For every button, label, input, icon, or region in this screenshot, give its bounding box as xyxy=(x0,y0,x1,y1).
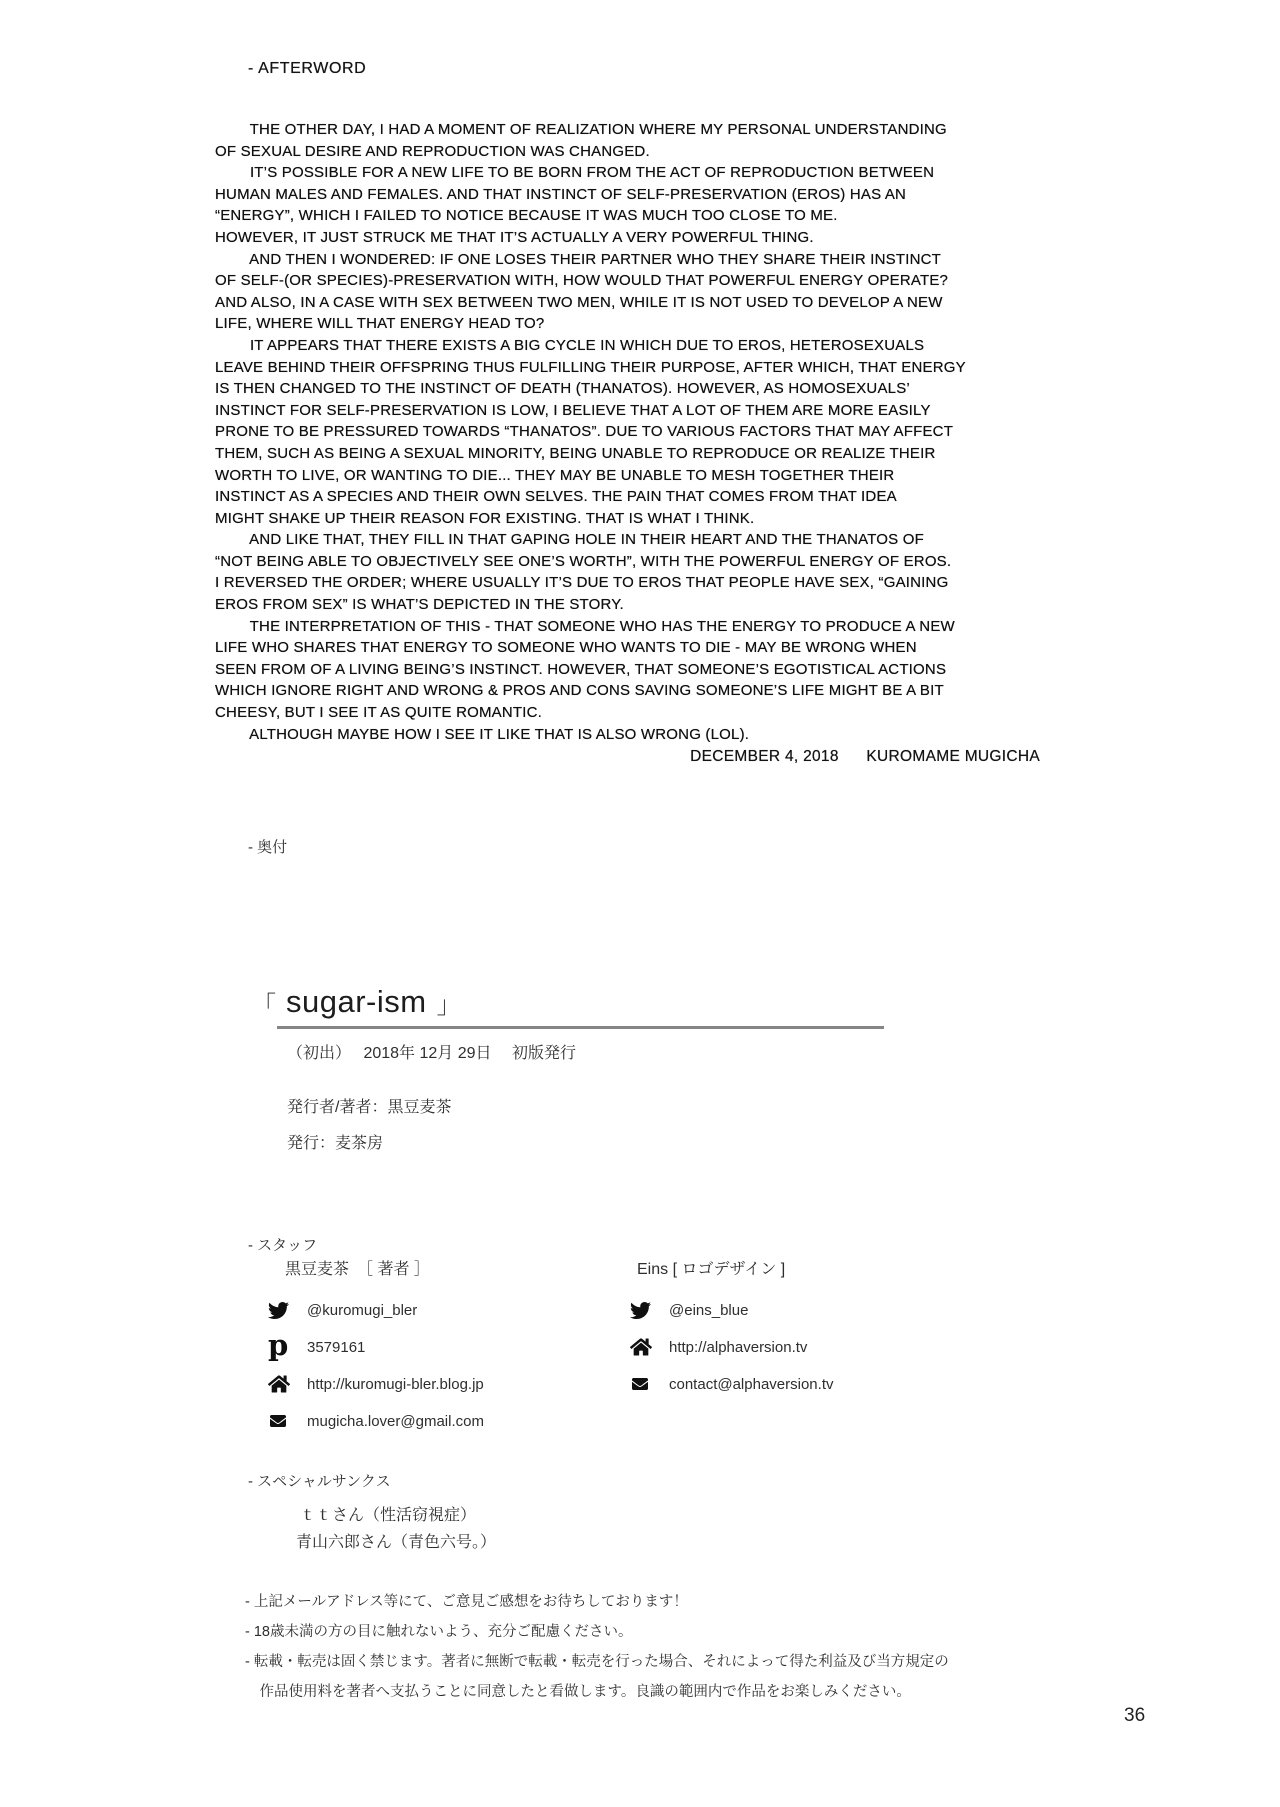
title-close-bracket: 」 xyxy=(436,991,461,1019)
afterword-line: IT APPEARS THAT THERE EXISTS A BIG CYCLE IN WHICH DUE TO EROS, HETEROSEXUALS xyxy=(215,336,925,354)
afterword-line: CHEESY, BUT I SEE IT AS QUITE ROMANTIC. xyxy=(215,704,543,722)
home-icon xyxy=(630,1337,656,1357)
special-thanks-heading: - スペシャルサンクス xyxy=(248,1473,391,1490)
afterword-line: MIGHT SHAKE UP THEIR REASON FOR EXISTING. THAT IS WHAT I THINK. xyxy=(215,509,755,527)
author-pixiv-id: 3579161 xyxy=(307,1338,366,1356)
note-line: 作品使用料を著者へ支払うことに同意したと看做します。良識の範囲内で作品をお楽しみください。 xyxy=(245,1684,911,1700)
designer-email: contact@alphaversion.tv xyxy=(669,1375,834,1393)
colophon-heading: - 奥付 xyxy=(248,839,288,856)
afterword-line: “NOT BEING ABLE TO OBJECTIVELY SEE ONE’S WORTH”, WITH THE POWERFUL ENERGY OF EROS. xyxy=(215,552,952,570)
afterword-line: PRONE TO BE PRESSURED TOWARDS “THANATOS”. DUE TO VARIOUS FACTORS THAT MAY AFFECT xyxy=(215,423,954,441)
mail-icon xyxy=(268,1413,294,1429)
staff-logo-designer-column xyxy=(630,1260,833,1409)
publisher-author-line: 発行者/著者：黒豆麦茶 xyxy=(287,1099,452,1116)
staff-row-designer-twitter xyxy=(630,1298,833,1322)
afterword-line: THE OTHER DAY, I HAD A MOMENT OF REALIZATION WHERE MY PERSONAL UNDERSTANDING xyxy=(215,121,947,138)
afterword-line: “ENERGY”, WHICH I FAILED TO NOTICE BECAUSE IT WAS MUCH TOO CLOSE TO ME. xyxy=(215,207,838,225)
afterword-line: LIFE WHO SHARES THAT ENERGY TO SOMEONE WHO WANTS TO DIE - MAY BE WRONG WHEN xyxy=(215,639,917,657)
designer-website-url: http://alphaversion.tv xyxy=(669,1338,808,1356)
publisher-line: 発行：麦茶房 xyxy=(287,1135,384,1152)
afterword-line: SEEN FROM OF A LIVING BEING’S INSTINCT. HOWEVER, THAT SOMEONE’S EGOTISTICAL ACTIONS xyxy=(215,660,947,678)
author-email: mugicha.lover@gmail.com xyxy=(307,1412,484,1430)
afterword-heading: - AFTERWORD xyxy=(248,60,367,77)
book-title-text: sugar-ism xyxy=(286,984,427,1019)
note-line: - 上記メールアドレス等にて、ご意見ご感想をお待ちしております！ xyxy=(245,1594,688,1610)
bottom-notes xyxy=(245,1592,949,1712)
page-number: 36 xyxy=(1124,1705,1146,1726)
twitter-icon xyxy=(630,1300,656,1321)
staff-row-author-pixiv xyxy=(268,1328,484,1362)
afterword-line: HOWEVER, IT JUST STRUCK ME THAT IT’S ACTUALLY A VERY POWERFUL THING. xyxy=(215,228,814,246)
title-open-bracket: 「 xyxy=(252,991,276,1019)
afterword-line: INSTINCT FOR SELF-PRESERVATION IS LOW, I BELIEVE THAT A LOT OF THEM ARE MORE EASILY xyxy=(215,401,931,419)
afterword-line: AND LIKE THAT, THEY FILL IN THAT GAPING HOLE IN THEIR HEART AND THE THANATOS OF xyxy=(215,531,924,549)
afterword-line: THEM, SUCH AS BEING A SEXUAL MINORITY, BEING UNABLE TO REPRODUCE OR REALIZE THEIR xyxy=(215,444,936,462)
staff-row-designer-email xyxy=(630,1372,833,1396)
afterword-line: AND THEN I WONDERED: IF ONE LOSES THEIR PARTNER WHO THEY SHARE THEIR INSTINCT xyxy=(215,250,941,268)
logo-designer-name: Eins [ ロゴデザイン ] xyxy=(637,1261,786,1278)
afterword-line: OF SELF-(OR SPECIES)-PRESERVATION WITH, HOW WOULD THAT POWERFUL ENERGY OPERATE? xyxy=(215,272,949,290)
afterword-line: LIFE, WHERE WILL THAT ENERGY HEAD TO? xyxy=(215,315,545,333)
note-line: - 転載・転売は固く禁じます。著者に無断で転載・転売を行った場合、それによって得た利益及び当方規定の xyxy=(245,1654,949,1670)
afterword-line: ALTHOUGH MAYBE HOW I SEE IT LIKE THAT IS ALSO WRONG (LOL). xyxy=(215,725,750,743)
title-underline-rule xyxy=(277,1026,884,1029)
afterword-line: OF SEXUAL DESIRE AND REPRODUCTION WAS CHANGED. xyxy=(215,142,650,160)
staff-row-author-website xyxy=(268,1372,484,1396)
afterword-line: WHICH IGNORE RIGHT AND WRONG & PROS AND CONS SAVING SOMEONE’S LIFE MIGHT BE A BIT xyxy=(215,682,944,700)
afterword-line: LEAVE BEHIND THEIR OFFSPRING THUS FULFILLING THEIR PURPOSE, AFTER WHICH, THAT ENERGY xyxy=(215,358,966,376)
afterword-line: IT’S POSSIBLE FOR A NEW LIFE TO BE BORN FROM THE ACT OF REPRODUCTION BETWEEN xyxy=(215,164,935,182)
designer-twitter-handle: @eins_blue xyxy=(669,1301,749,1319)
pixiv-icon: p xyxy=(268,1328,289,1362)
author-website-url: http://kuromugi-bler.blog.jp xyxy=(307,1375,484,1393)
afterword-line: THE INTERPRETATION OF THIS - THAT SOMEONE WHO HAS THE ENERGY TO PRODUCE A NEW xyxy=(215,617,955,635)
staff-row-author-email xyxy=(268,1409,484,1433)
special-thanks-name: ｔｔさん（性活窃視症） xyxy=(300,1507,477,1524)
first-publication-line: （初出） 2018年 12月 29日 初版発行 xyxy=(287,1045,576,1062)
afterword-signoff: DECEMBER 4, 2018 KUROMAME MUGICHA xyxy=(690,748,1040,765)
note-line: - 18歳未満の方の目に触れないよう、充分ご配慮ください。 xyxy=(245,1624,633,1640)
staff-author-name: 黒豆麦茶 ［ 著者 ］ xyxy=(285,1261,430,1278)
afterword-body xyxy=(215,119,1055,745)
twitter-icon xyxy=(268,1300,294,1321)
afterword-line: IS THEN CHANGED TO THE INSTINCT OF DEATH (THANATOS). HOWEVER, AS HOMOSEXUALS’ xyxy=(215,380,910,398)
staff-row-author-twitter xyxy=(268,1298,484,1322)
author-twitter-handle: @kuromugi_bler xyxy=(307,1301,418,1319)
staff-author-column xyxy=(268,1260,484,1446)
afterword-line: WORTH TO LIVE, OR WANTING TO DIE... THEY MAY BE UNABLE TO MESH TOGETHER THEIR xyxy=(215,466,895,484)
staff-heading: - スタッフ xyxy=(248,1237,318,1254)
afterword-line: HUMAN MALES AND FEMALES. AND THAT INSTINCT OF SELF-PRESERVATION (EROS) HAS AN xyxy=(215,185,907,203)
afterword-line: EROS FROM SEX” IS WHAT’S DEPICTED IN THE STORY. xyxy=(215,596,624,614)
staff-row-designer-website xyxy=(630,1335,833,1359)
book-title xyxy=(252,984,461,1020)
afterword-line: INSTINCT AS A SPECIES AND THEIR OWN SELVES. THE PAIN THAT COMES FROM THAT IDEA xyxy=(215,488,897,506)
afterword-line: AND ALSO, IN A CASE WITH SEX BETWEEN TWO MEN, WHILE IT IS NOT USED TO DEVELOP A NEW xyxy=(215,293,943,311)
mail-icon xyxy=(630,1376,656,1392)
home-icon xyxy=(268,1374,294,1394)
special-thanks-name: 青山六郎さん（青色六号。） xyxy=(296,1534,497,1551)
afterword-line: I REVERSED THE ORDER; WHERE USUALLY IT’S DUE TO EROS THAT PEOPLE HAVE SEX, “GAINING xyxy=(215,574,949,592)
